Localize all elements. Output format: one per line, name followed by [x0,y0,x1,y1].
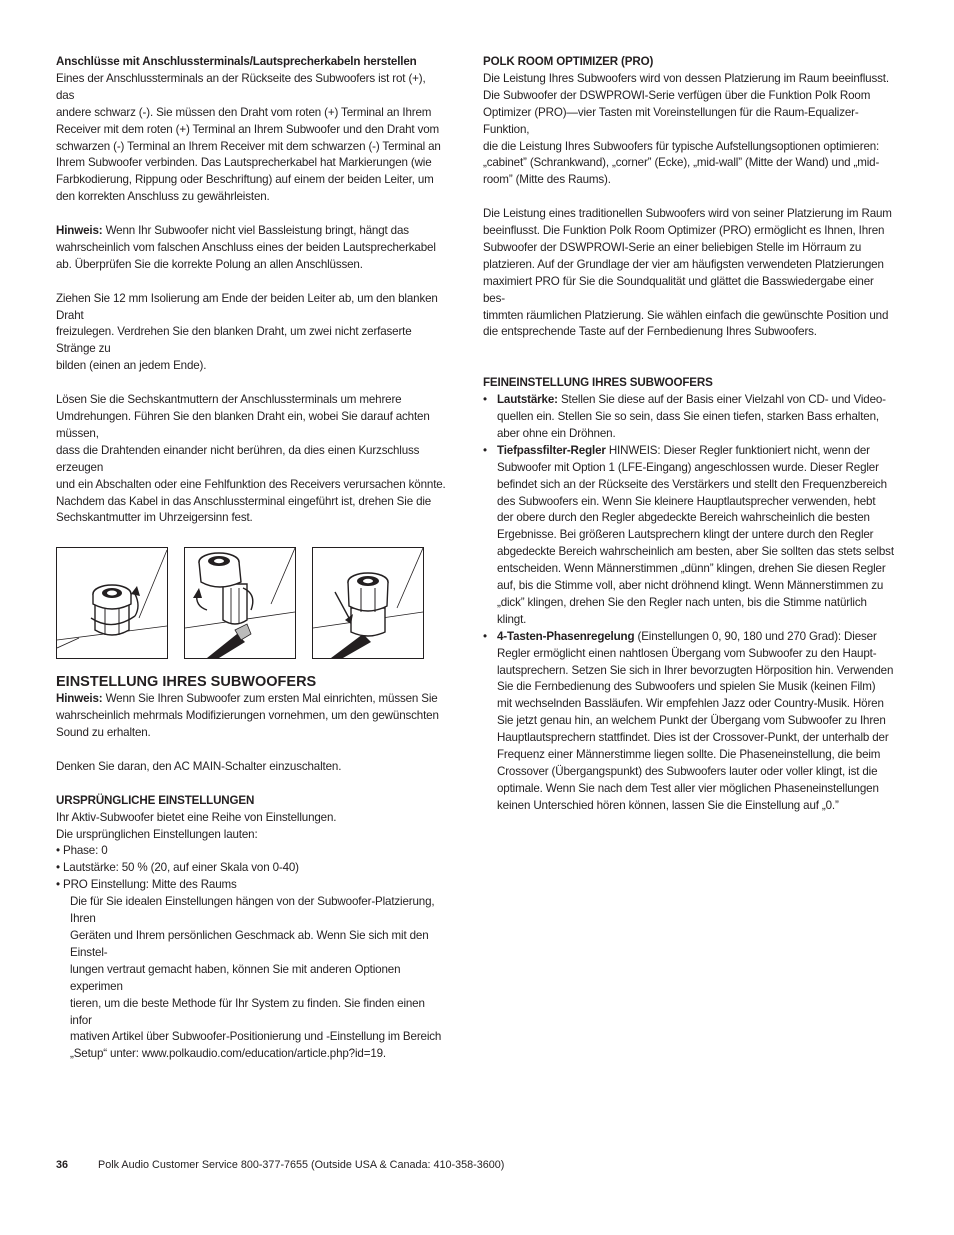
list-item-continuation: Die für Sie idealen Einstellungen hängen von der Subwoofer-Platzierung, Ihren Geräten und Ihrem persönlichen Geschmack ab. Wenn Sie sich mit den Einstel- lungen vertraut gemacht haben, können Sie mit anderen Optionen experimen tieren, um die beste Methode für Ihr System zu finden. Sie finden einen infor mativen Artikel über Subwoofer-Positionierung und -Einstellung im Bereich „Setup“ unter: www.polkaudio.com/education/article.php?id=19. [70,895,442,1061]
fine-tuning-item-lowpass: • Tiefpassfilter-Regler HINWEIS: Dieser Regler funktioniert nicht, wenn der Subwoofer mit Option 1 (LFE-Eingang) angeschlossen wurde. Dieser Regler befindet sich an der Rückseite des Verstärkers und stellt den Frequenzbereich des Subwoofers ein. Wenn Sie kleinere Hauptlautsprecher verwenden, hebt der obere durch den Regler abgedeckte Bereich wahrscheinlich die besten Ergebnisse. Bei größeren Lautsprechern klingt der untere durch den Regler abgedeckte Bereich wahrscheinlich am besten, aber Sie sollten das stets selbst entscheiden. Wenn Männerstimmen „dünn” klingen, drehen Sie diesen Regler auf, bis die Stimme voll, aber nicht dröhnend klingt. Wenn Männerstimmen zu „dick” klingen, drehen Sie den Regler nach unten, bis die Stimme natürlich klingt. [483,443,894,626]
list-item: • PRO Einstellung: Mitte des Raums [56,878,237,892]
room-optimizer-paragraph-1: Die Leistung Ihres Subwoofers wird von dessen Platzierung im Raum beeinflusst. Die Subwoofer der DSWPROWI-Serie verfügen über die Funktion Polk Room Optimizer (PRO)—vier Tasten mit Voreinstellungen für die Raum-Equalizer-Funktion, die die Leistung Ihres Subwoofers für typische Aufstellungsoptionen optimieren: „cabinet” (Schrankwand), „corner” (Ecke), „mid-wall” (Mitte der Wand) und „mid- room” (Mitte des Raums). [483,71,889,187]
strip-wire-paragraph: Ziehen Sie 12 mm Isolierung am Ende der beiden Leiter ab, um den blanken Draht freizulegen. Verdrehen Sie den blanken Draht, um zwei nicht zerfaserte Stränge zu bilden (einen an jedem Ende). [56,291,438,373]
page-footer [56,1158,504,1172]
list-item: • Lautstärke: 50 % (20, auf einer Skala von 0-40) [56,861,299,875]
bullet-dot: • [483,393,487,407]
initial-settings-intro: Ihr Aktiv-Subwoofer bietet eine Reihe von Einstellungen. Die ursprünglichen Einstellungen lauten: [56,810,337,841]
section-title-connections: Anschlüsse mit Anschlussterminals/Lautsprecherkabeln herstellen [56,55,417,68]
hint-label: Hinweis: [56,692,103,706]
initial-settings-list [56,843,446,1063]
list-item: • Phase: 0 [56,844,108,858]
terminal-illustrations [56,547,446,659]
right-column [483,54,898,815]
fine-tuning-item-phase: • 4-Tasten-Phasenregelung (Einstellungen 0, 90, 180 und 270 Grad): Dieser Regler ermöglicht einen nahtlosen Übergang vom Subwoofer zu den Haupt- lautsprechern. Setzen Sie sich in Ihrer bevorzugten Hörposition hin. Verwenden Sie die Fernbedienung des Subwoofers und spielen Sie Musik (keinen Film) mit wechselnden Bassläufen. Wir empfehlen Jazz oder Country-Musik. Hören Sie jetzt genau hin, an welchem Punkt der Übergang vom Subwoofer zu Ihren Hauptlautsprechern stattfindet. Dies ist der Crossover-Punkt, der unterhalb der Frequenz einer Männerstimme liegen sollte. Die Phaseneinstellung, die beim Crossover (Übergangspunkt) des Subwoofers lauter oder voller klingt, ist die optimale. Wenn Sie nach dem Test aller vier möglichen Phaseneinstellungen keinen Unterschied hören können, lassen Sie die Einstellung auf „0.” [483,629,894,812]
bullet-dot: • [483,629,487,643]
section-title-room-optimizer: POLK ROOM OPTIMIZER (PRO) [483,55,654,68]
loosen-nut-paragraph: Lösen Sie die Sechskantmuttern der Anschlussterminals um mehrere Umdrehungen. Führen Sie den blanken Draht ein, wobei Sie darauf achten müssen, dass die Drahtenden einander nicht berühren, da dies einen Kurzschluss erzeugen und ein Abschalten oder eine Fehlfunktion des Receivers verursachen könnte. Nachdem das Kabel in das Anschlussterminal eingeführt ist, drehen Sie die Sechskantmutter im Uhrzeigersinn fest. [56,393,446,525]
hint-label: Hinweis: [56,224,103,238]
connections-paragraph: Eines der Anschlussterminals an der Rückseite des Subwoofers ist rot (+), das andere schwarz (-). Sie müssen den Draht vom roten (+) Terminal an Ihrem Receiver mit dem roten (+) Terminal an Ihrem Subwoofer und den Draht vom schwarzen (-) Terminal an Ihrem Receiver mit dem schwarzen (-) Terminal an Ihrem Subwoofer verbinden. Das Lautsprecherkabel hat Markierungen (wie Farbkodierung, Rippung oder Beschriftung) auf einem der beiden Leiter, um den korrekten Anschluss zu gewährleisten. [56,71,441,204]
illustration-insert-wire [184,547,296,659]
ac-main-note: Denken Sie daran, den AC MAIN-Schalter einzuschalten. [56,759,342,773]
customer-service-line: Polk Audio Customer Service 800-377-7655 (Outside USA & Canada: 410-358-3600) [98,1159,505,1171]
section-title-initial-settings: URSPRÜNGLICHE EINSTELLUNGEN [56,793,255,807]
bullet-dot: • [483,443,487,457]
illustration-loosen-terminal [56,547,168,659]
fine-tuning-item-volume: • Lautstärke: Stellen Sie diese auf der Basis einer Vielzahl von CD- und Video- quellen ein. Stellen Sie so sein, dass Sie einen tiefen, starken Bass erhalten, aber ohne ein Dröhnen. [483,393,886,440]
section-title-fine-tuning: FEINEINSTELLUNG IHRES SUBWOOFERS [483,376,713,390]
page-number: 36 [56,1159,69,1171]
illustration-tighten-terminal [312,547,424,659]
hint-first-setup: Hinweis: Wenn Sie Ihren Subwoofer zum ersten Mal einrichten, müssen Sie wahrscheinlich mehrmals Modifizierungen vornehmen, um den gewünschten Sound zu erhalten. [56,692,439,740]
left-column [56,54,446,1063]
hint-polarity: Hinweis: Wenn Ihr Subwoofer nicht viel Bassleistung bringt, hängt das wahrscheinlich vom falschen Anschluss eines der beiden Lautsprecherkabel ab. Überprüfen Sie die korrekte Polung an allen Anschlüssen. [56,224,436,271]
room-optimizer-paragraph-2: Die Leistung eines traditionellen Subwoofers wird von seiner Platzierung im Raum beeinflusst. Die Funktion Polk Room Optimizer (PRO) ermöglicht es Ihnen, Ihren Subwoofer der DSWPROWI-Serie an einer beliebigen Stelle im Hörraum zu platzieren. Auf der Grundlage der vier am häufigsten verwendeten Platzierungen maximiert PRO für Sie die Soundqualität und glättet die Basswiedergabe einer bes- timmten räumlichen Platzierung. Sie wählen einfach die gewünschte Position und die entsprechende Taste auf der Fernbedienung Ihres Subwoofers. [483,207,892,339]
section-title-setup: EINSTELLUNG IHRES SUBWOOFERS [56,674,317,691]
